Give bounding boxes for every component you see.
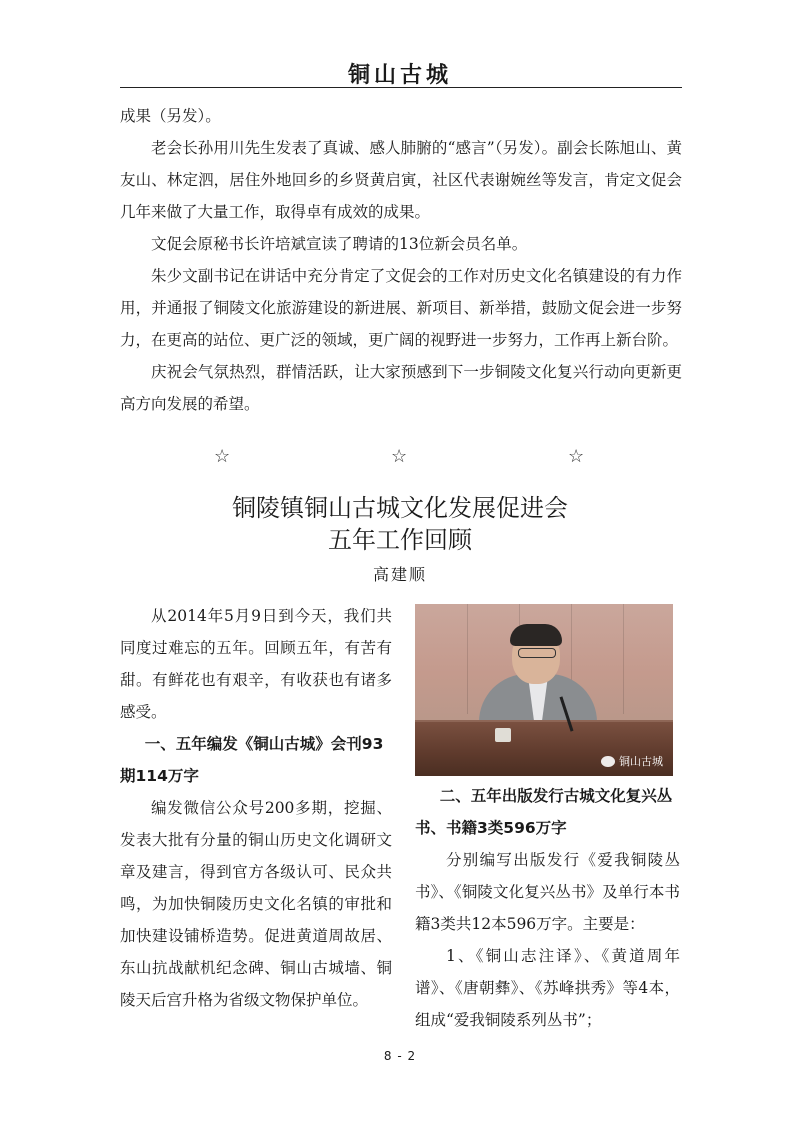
top-section xyxy=(120,100,682,420)
paragraph: 编发微信公众号200多期，挖掘、发表大批有分量的铜山历史文化调研文章及建言，得到官方各级认可、民众共鸣，为加快铜陵历史文化名镇的审批和加快建设铺桥造势。促进黄道周故居、东山抗战献机纪念碑、铜山古城墙、铜陵天后宫升格为省级文物保护单位。 xyxy=(120,799,392,1009)
running-header-title: 铜山古城 xyxy=(347,62,452,88)
page-number: 8 - 2 xyxy=(383,1049,417,1063)
paragraph: 分别编写出版发行《爱我铜陵丛书》、《铜陵文化复兴丛书》及单行本书籍3类共12本596万字。主要是： xyxy=(415,851,680,933)
paragraph: 庆祝会气氛热烈，群情活跃，让大家预感到下一步铜陵文化复兴行动向更新更高方向发展的希望。 xyxy=(120,363,682,413)
paragraph: 成果（另发）。 xyxy=(120,107,221,125)
watermark-text: 铜山古城 xyxy=(619,755,663,768)
star-icon: ☆ xyxy=(214,446,231,467)
left-column xyxy=(120,600,392,1016)
paragraph: 文促会原秘书长许培斌宣读了聘请的13位新会员名单。 xyxy=(151,235,528,253)
wechat-icon xyxy=(601,756,615,767)
paragraph: 老会长孙用川先生发表了真诚、感人肺腑的“感言”（另发）。副会长陈旭山、黄友山、林定泗，居住外地回乡的乡贤黄启寅，社区代表谢婉丝等发言，肯定文促会几年来做了大量工作，取得卓有成效的成果。 xyxy=(120,139,682,221)
paragraph: 朱少文副书记在讲话中充分肯定了文促会的工作对历史文化名镇建设的有力作用，并通报了铜陵文化旅游建设的新进展、新项目、新举措，鼓励文促会进一步努力，在更高的站位、更广泛的领域，更广阔的视野进一步努力，工作再上新台阶。 xyxy=(120,267,682,349)
intro-paragraph: 从2014年5月9日到今天，我们共同度过难忘的五年。回顾五年，有苦有甜。有鲜花也有艰辛，有收获也有诸多感受。 xyxy=(120,607,392,721)
header-divider xyxy=(120,87,682,88)
section-separator xyxy=(0,446,800,470)
speaker-hair xyxy=(510,624,562,646)
wall-panel xyxy=(415,604,468,714)
tea-cup xyxy=(495,728,511,742)
right-column xyxy=(415,780,680,1036)
meeting-photo xyxy=(415,604,673,776)
glasses xyxy=(518,648,556,658)
article-title: 铜陵镇铜山古城文化发展促进会 xyxy=(232,494,568,522)
article-subtitle: 五年工作回顾 xyxy=(328,526,472,554)
section-heading: 二、五年出版发行古城文化复兴丛书、书籍3类596万字 xyxy=(415,787,673,837)
photo-watermark xyxy=(601,753,663,769)
list-item: 1、《铜山志注译》、《黄道周年谱》、《唐朝彝》、《苏峰拱秀》等4本，组成“爱我铜陵系列丛书”； xyxy=(415,947,680,1029)
star-icon: ☆ xyxy=(568,446,585,467)
article-author: 高建顺 xyxy=(372,565,427,584)
section-heading: 一、五年编发《铜山古城》会刊93期114万字 xyxy=(120,735,384,785)
wall-panel xyxy=(623,604,673,714)
star-icon: ☆ xyxy=(391,446,408,467)
